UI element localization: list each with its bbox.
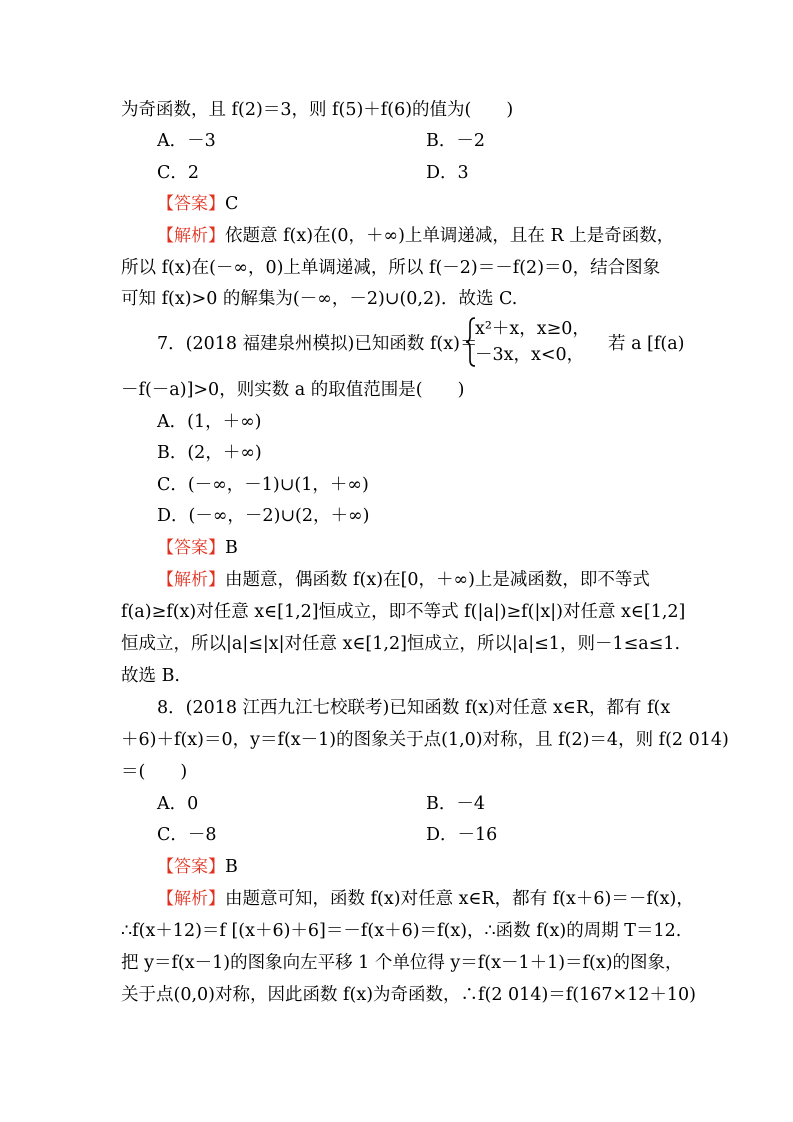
q8-stem-line: ＝( ) <box>121 762 188 782</box>
q7-piecewise-function <box>465 316 590 368</box>
q8-option-a: A．0 <box>157 794 199 814</box>
q8-answer-row <box>157 855 677 879</box>
q8-analysis-line: 由题意可知，函数 f(x)对任意 x∈R，都有 f(x＋6)＝－f(x)， <box>225 889 694 909</box>
q7-analysis-line: 故选 B. <box>121 666 180 686</box>
q7-option-d: D．(－∞，－2)∪(2，＋∞) <box>157 506 370 526</box>
q6-analysis-line: 所以 f(x)在(－∞，0)上单调递减，所以 f(－2)＝－f(2)＝0，结合图象 <box>121 258 661 278</box>
answer-tag: 【答案】 <box>157 857 225 877</box>
q7-option-c: C．(－∞，－1)∪(1，＋∞) <box>157 475 369 495</box>
q7-case-1: x²＋x，x≥0， <box>475 319 590 339</box>
q6-answer-row <box>157 192 677 216</box>
q7-answer-row <box>157 536 677 560</box>
q7-analysis-line: f(a)≥f(x)对任意 x∈[1,2]恒成立，即不等式 f(|a|)≥f(|x|)对任意 x∈[1,2] <box>121 602 686 622</box>
q6-option-a: A．－3 <box>157 131 216 151</box>
q8-analysis-line: ∴f(x＋12)＝f [(x＋6)＋6]＝－f(x＋6)＝f(x)，∴函数 f(x)的周期 T＝12. <box>121 921 682 941</box>
q6-analysis-row <box>157 224 677 248</box>
q6-stem: 为奇函数，且 f(2)＝3，则 f(5)＋f(6)的值为( ) <box>121 100 514 120</box>
q7-stem-tail: 若 a [f(a) <box>608 334 685 354</box>
analysis-tag: 【解析】 <box>157 226 225 246</box>
q7-answer: B <box>225 538 238 558</box>
q6-analysis-line: 依题意 f(x)在(0，＋∞)上单调递减，且在 R 上是奇函数， <box>225 226 675 246</box>
q6-option-d: D．3 <box>426 163 469 183</box>
q6-answer: C <box>225 194 239 214</box>
q7-option-a: A．(1，＋∞) <box>157 412 262 432</box>
q8-option-d: D．－16 <box>426 825 498 845</box>
analysis-tag: 【解析】 <box>157 889 225 909</box>
q7-analysis-line: 由题意，偶函数 f(x)在[0，＋∞)上是减函数，即不等式 <box>225 570 650 590</box>
answer-tag: 【答案】 <box>157 194 225 214</box>
q7-case-2: －3x，x<0， <box>475 345 585 365</box>
q8-answer: B <box>225 857 238 877</box>
q8-analysis-row <box>157 887 694 911</box>
q7-analysis-line: 恒成立，所以|a|≤|x|对任意 x∈[1,2]恒成立，所以|a|≤1，则－1≤a≤1. <box>121 634 681 654</box>
q6-option-c: C．2 <box>157 163 200 183</box>
q6-option-b: B．－2 <box>426 131 485 151</box>
q8-stem-line: 8．(2018 江西九江七校联考)已知函数 f(x)对任意 x∈R，都有 f(x <box>157 698 671 718</box>
q8-option-b: B．－4 <box>426 794 485 814</box>
q7-stem-head: 7．(2018 福建泉州模拟)已知函数 f(x)＝ <box>157 334 478 354</box>
q8-analysis-line: 关于点(0,0)对称，因此函数 f(x)为奇函数，∴f(2 014)＝f(167×12＋10) <box>121 985 697 1005</box>
q6-analysis-line: 可知 f(x)>0 的解集为(－∞，－2)∪(0,2)．故选 C. <box>121 289 518 309</box>
q7-analysis-row <box>157 568 677 592</box>
analysis-tag: 【解析】 <box>157 570 225 590</box>
q8-stem-line: ＋6)＋f(x)＝0，y＝f(x－1)的图象关于点(1,0)对称，且 f(2)＝4，则 f(2 014) <box>121 730 729 750</box>
q8-analysis-line: 把 y＝f(x－1)的图象向左平移 1 个单位得 y＝f(x－1＋1)＝f(x)的图象， <box>121 953 683 973</box>
q8-option-c: C．－8 <box>157 825 217 845</box>
answer-tag: 【答案】 <box>157 538 225 558</box>
q7-option-b: B．(2，＋∞) <box>157 443 262 463</box>
q7-stem-line2: －f(－a)]>0，则实数 a 的取值范围是( ) <box>121 380 465 400</box>
